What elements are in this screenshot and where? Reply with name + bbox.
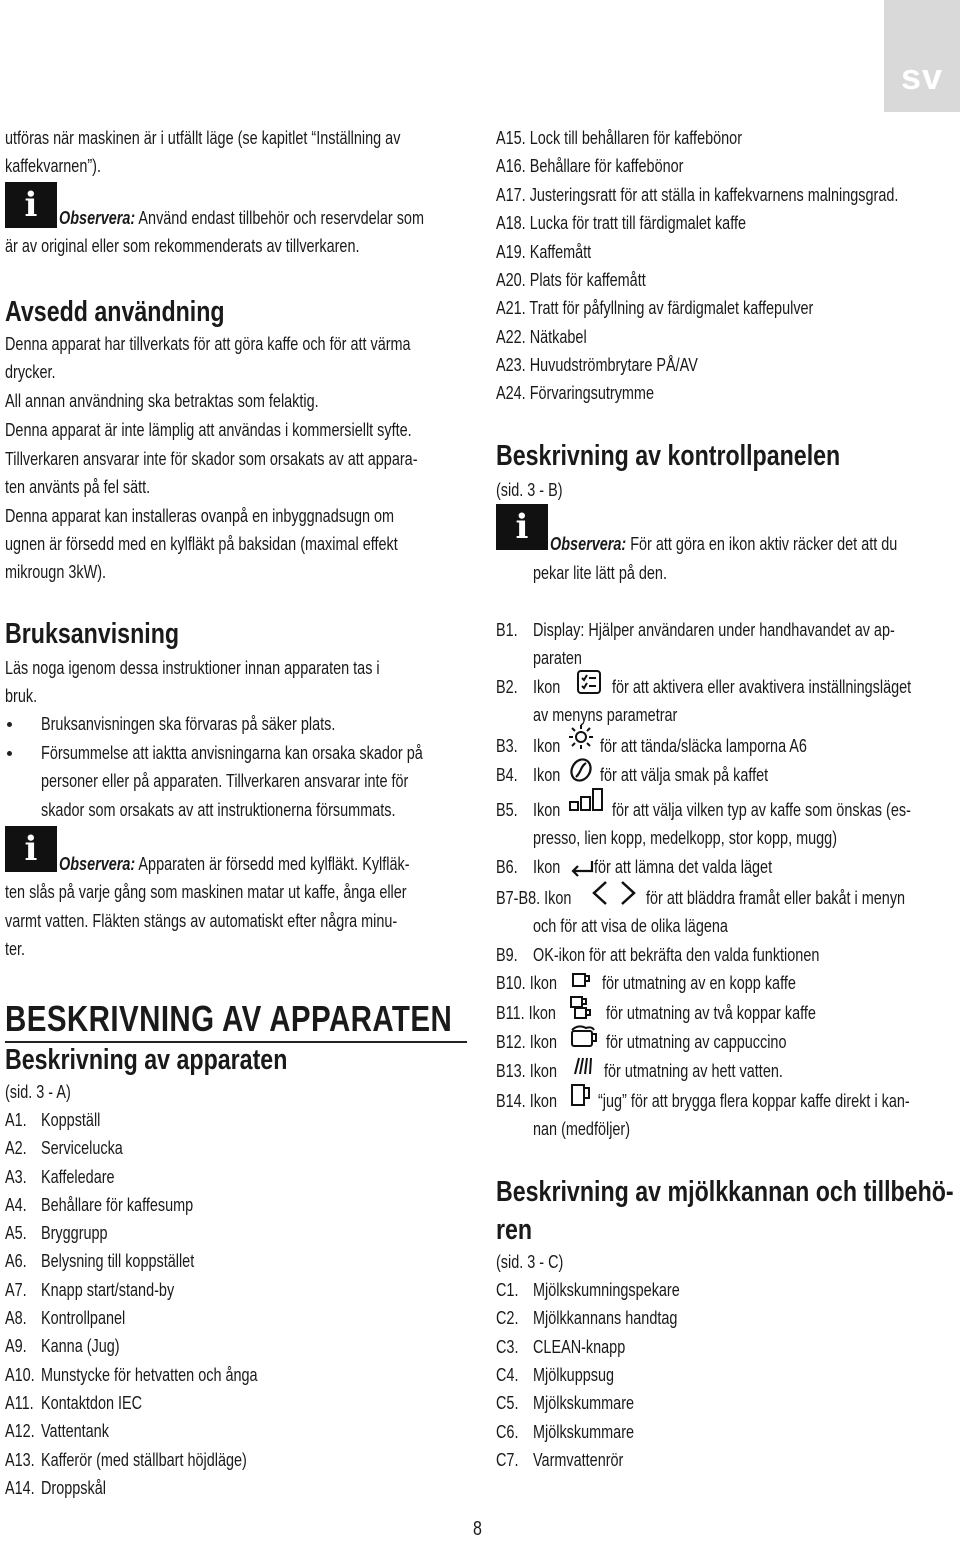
b-num: B5. — [496, 799, 518, 820]
b-num: B14. Ikon — [496, 1090, 557, 1111]
item-label: Mjölkskumningspekare — [533, 1279, 680, 1300]
b-num: B10. Ikon — [496, 972, 557, 993]
section-title: Bruksanvisning — [5, 618, 180, 650]
ref: (sid. 3 - C) — [496, 1251, 564, 1272]
body-line: Denna apparat har tillverkats för att göra kaffe och för att värma — [5, 333, 411, 354]
b-text: nan (medföljer) — [533, 1118, 631, 1139]
note-line: För att göra en ikon aktiv räcker det att du — [626, 533, 898, 554]
b-num: B2. — [496, 676, 518, 697]
item-label: Kaffeledare — [41, 1166, 115, 1187]
item-label: Koppställ — [41, 1109, 101, 1130]
body-line: ugnen är försedd med en kylfläkt på baksidan (maximal effekt — [5, 533, 398, 554]
item-num: A5. — [5, 1222, 27, 1243]
body-line: mikrougn 3kW). — [5, 561, 107, 582]
bullet-text: Bruksanvisningen ska förvaras på säker plats. — [41, 713, 336, 734]
item-label: Mjölkkannans handtag — [533, 1307, 678, 1328]
body-line: Denna apparat är inte lämplig att användas i kommersiellt syfte. — [5, 419, 412, 440]
section-title: Beskrivning av mjölkkannan och tillbehö- — [496, 1176, 954, 1208]
section-title: Beskrivning av kontrollpanelen — [496, 440, 841, 472]
note-line: ter. — [5, 938, 26, 959]
section-title: Avsedd användning — [5, 296, 225, 328]
bullet — [7, 751, 12, 756]
item-num: A6. — [5, 1250, 27, 1271]
item-num: C4. — [496, 1364, 519, 1385]
body-line: Läs noga igenom dessa instruktioner innan apparaten tas i — [5, 657, 380, 678]
b-num: B1. — [496, 619, 518, 640]
note-line: Apparaten är försedd med kylfläkt. Kylfläk- — [135, 853, 410, 874]
settings-checklist-icon — [576, 669, 602, 695]
b-num: B7-B8. Ikon — [496, 887, 572, 908]
body-line: ten använts på fel sätt. — [5, 476, 151, 497]
info-icon: i — [5, 826, 57, 872]
note-label: Observera: — [59, 207, 136, 228]
b-num: B13. Ikon — [496, 1060, 557, 1081]
title-rule — [5, 1041, 467, 1043]
b-text: “jug” för att brygga flera koppar kaffe direkt i kan- — [598, 1090, 910, 1111]
item-num: A10. — [5, 1364, 35, 1385]
hot-water-icon — [570, 1054, 596, 1078]
jug-icon — [568, 1082, 594, 1110]
body-line: Denna apparat kan installeras ovanpå en inbyggnadsugn om — [5, 505, 395, 526]
note-text — [59, 204, 424, 232]
item-label: Mjölkskummare — [533, 1392, 635, 1413]
item-label: Kanna (Jug) — [41, 1335, 120, 1356]
note-text — [59, 850, 410, 878]
item-label: Mjölkuppsug — [533, 1364, 615, 1385]
item-label: Knapp start/stand-by — [41, 1279, 175, 1300]
b-text: för utmatning av två koppar kaffe — [606, 1002, 816, 1023]
item-num: C5. — [496, 1392, 519, 1413]
b-text: för utmatning av cappuccino — [606, 1031, 787, 1052]
item-label: Droppskål — [41, 1477, 106, 1498]
ref: (sid. 3 - A) — [5, 1081, 71, 1102]
note-line: pekar lite lätt på den. — [533, 562, 667, 583]
b-text: för utmatning av en kopp kaffe — [602, 972, 796, 993]
bullet — [7, 722, 12, 727]
item-num: A3. — [5, 1166, 27, 1187]
note-text — [550, 530, 897, 558]
b-text: för att bläddra framåt eller bakåt i menyn — [646, 887, 906, 908]
item-label: Behållare för kaffesump — [41, 1194, 194, 1215]
item: A21. Tratt för påfyllning av färdigmalet kaffepulver — [496, 297, 814, 318]
note-line: ten slås på varje gång som maskinen matar ut kaffe, ånga eller — [5, 881, 407, 902]
item-label: Mjölkskummare — [533, 1421, 635, 1442]
language-code: sv — [900, 56, 944, 97]
note-line: varmt vatten. Fläkten stängs av automatiskt efter några minu- — [5, 910, 398, 931]
item-num: A7. — [5, 1279, 27, 1300]
note-label: Observera: — [550, 533, 627, 554]
b-text: av menyns parametrar — [533, 704, 678, 725]
item-label: Bryggrupp — [41, 1222, 108, 1243]
ref: (sid. 3 - B) — [496, 479, 563, 500]
item: A24. Förvaringsutrymme — [496, 382, 654, 403]
intro-line: kaffekvarnen”). — [5, 155, 101, 176]
section-title: ren — [496, 1214, 533, 1246]
b-num: B6. — [496, 856, 518, 877]
item-label: Kontaktdon IEC — [41, 1392, 143, 1413]
navigate-arrows-icon — [590, 880, 638, 906]
item-num: C2. — [496, 1307, 519, 1328]
page-number: 8 — [473, 1518, 482, 1540]
b-text: för att välja smak på kaffet — [600, 764, 769, 785]
b-num: B4. — [496, 764, 518, 785]
b-text: Display: Hjälper användaren under handhavandet av ap- — [533, 619, 895, 640]
item: A23. Huvudströmbrytare PÅ/AV — [496, 354, 698, 375]
b-text: för att aktivera eller avaktivera inställningsläget — [612, 676, 912, 697]
b-text: för att lämna det valda läget — [594, 856, 773, 877]
note-line: Använd endast tillbehör och reservdelar som — [135, 207, 424, 228]
info-icon: i — [496, 504, 548, 550]
coffee-bean-icon — [568, 757, 594, 783]
item-label: Belysning till koppstället — [41, 1250, 195, 1271]
b-num: B9. — [496, 944, 518, 965]
language-tab — [884, 0, 960, 112]
note-line: är av original eller som rekommenderats av tillverkaren. — [5, 235, 360, 256]
item: A19. Kaffemått — [496, 241, 592, 262]
bullet-text: Försummelse att iaktta anvisningarna kan orsaka skador på — [41, 742, 423, 763]
body-line: All annan användning ska betraktas som felaktig. — [5, 390, 319, 411]
b-text: presso, lien kopp, medelkopp, stor kopp, mugg) — [533, 827, 838, 848]
b-ikon: Ikon — [533, 735, 561, 756]
item-num: A11. — [5, 1392, 34, 1413]
item-num: A8. — [5, 1307, 27, 1328]
main-title: BESKRIVNING AV APPARATEN — [5, 998, 453, 1039]
item: A17. Justeringsratt för att ställa in kaffekvarnens malningsgrad. — [496, 184, 899, 205]
item-num: C7. — [496, 1449, 519, 1470]
b-ikon: Ikon — [533, 856, 561, 877]
one-cup-icon — [570, 969, 594, 991]
item: A15. Lock till behållaren för kaffebönor — [496, 127, 743, 148]
item-num: A13. — [5, 1449, 35, 1470]
item-num: C1. — [496, 1279, 519, 1300]
coffee-type-icon — [568, 786, 604, 816]
item-label: Servicelucka — [41, 1137, 123, 1158]
item-num: A4. — [5, 1194, 27, 1215]
lamp-icon — [568, 724, 594, 750]
cappuccino-icon — [568, 1024, 600, 1050]
item-label: Varmvattenrör — [533, 1449, 624, 1470]
b-ikon: Ikon — [533, 764, 561, 785]
b-text: för att tända/släcka lamporna A6 — [600, 735, 807, 756]
b-text: för utmatning av hett vatten. — [604, 1060, 783, 1081]
item-num: A1. — [5, 1109, 27, 1130]
item-num: A9. — [5, 1335, 27, 1356]
bullet-text: skador som orsakats av att instruktionerna försummats. — [41, 799, 396, 820]
item-num: C3. — [496, 1336, 519, 1357]
b-text: och för att visa de olika lägena — [533, 915, 728, 936]
item: A22. Nätkabel — [496, 326, 587, 347]
item-label: Munstycke för hetvatten och ånga — [41, 1364, 258, 1385]
body-line: bruk. — [5, 685, 38, 706]
body-line: Tillverkaren ansvarar inte för skador som orsakats av att appara- — [5, 448, 418, 469]
b-num: B12. Ikon — [496, 1031, 557, 1052]
body-line: drycker. — [5, 361, 56, 382]
item-num: A2. — [5, 1137, 27, 1158]
info-icon: i — [5, 182, 57, 228]
item-label: Vattentank — [41, 1420, 109, 1441]
item: A18. Lucka för tratt till färdigmalet kaffe — [496, 212, 746, 233]
item-label: Kontrollpanel — [41, 1307, 126, 1328]
b-text: för att välja vilken typ av kaffe som önskas (es- — [612, 799, 911, 820]
intro-line: utföras när maskinen är i utfällt läge (se kapitlet “Inställning av — [5, 127, 401, 148]
b-num: B3. — [496, 735, 518, 756]
note-label: Observera: — [59, 853, 136, 874]
b-ikon: Ikon — [533, 799, 561, 820]
b-text: paraten — [533, 647, 582, 668]
item: A16. Behållare för kaffebönor — [496, 155, 684, 176]
item-label: CLEAN-knapp — [533, 1336, 626, 1357]
bullet-text: personer eller på apparaten. Tillverkaren ansvarar inte för — [41, 770, 409, 791]
item-num: A14. — [5, 1477, 35, 1498]
back-arrow-icon — [568, 857, 594, 877]
b-text: OK-ikon för att bekräfta den valda funktionen — [533, 944, 820, 965]
item-num: C6. — [496, 1421, 519, 1442]
item: A20. Plats för kaffemått — [496, 269, 646, 290]
item-num: A12. — [5, 1420, 35, 1441]
two-cups-icon — [568, 994, 596, 1022]
b-num: B11. Ikon — [496, 1002, 556, 1023]
item-label: Kafferör (med ställbart höjdläge) — [41, 1449, 247, 1470]
b-ikon: Ikon — [533, 676, 561, 697]
sub-title: Beskrivning av apparaten — [5, 1044, 288, 1076]
